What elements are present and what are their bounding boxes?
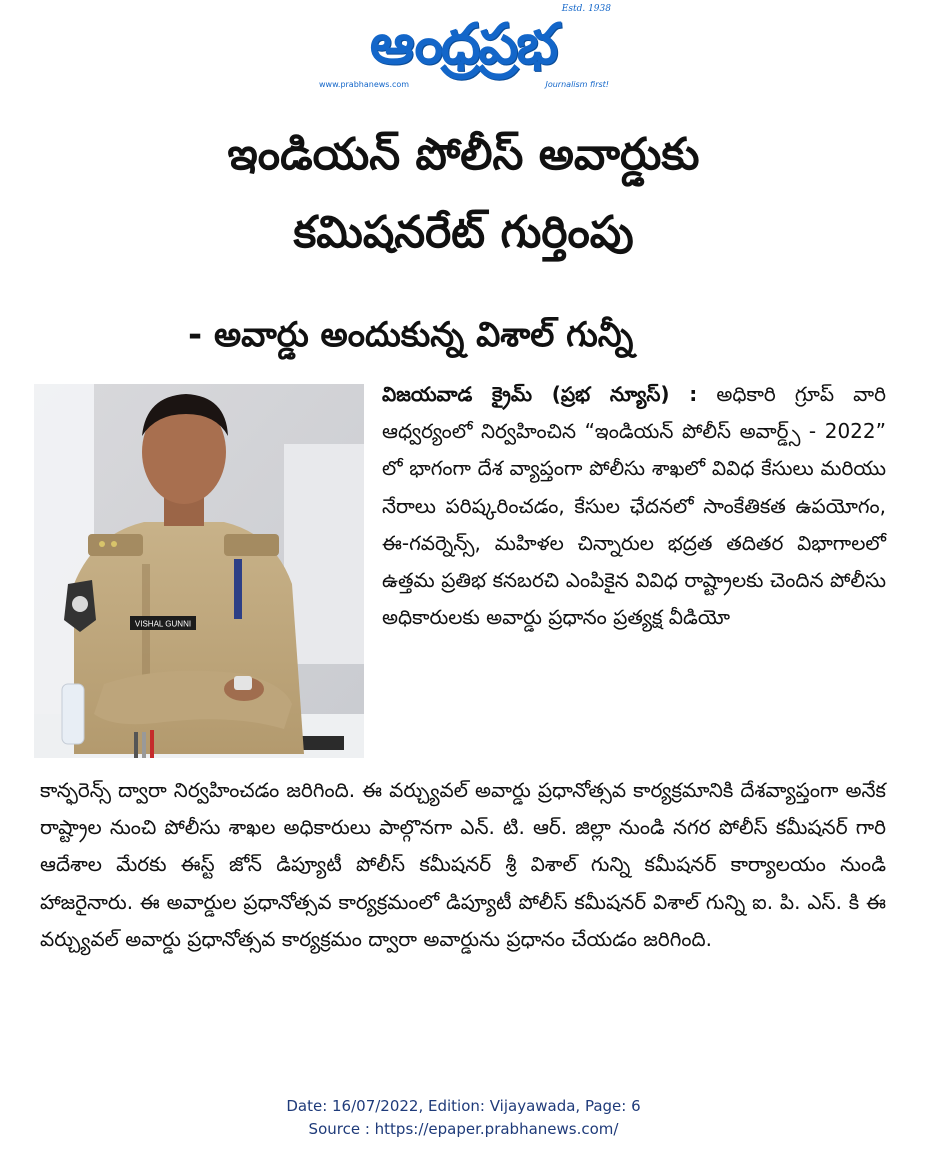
newspaper-tagline: Journalism first! [545, 80, 609, 89]
name-tag: VISHAL GUNNI [134, 619, 192, 629]
headline-line-2: కమిషనరేట్ గుర్తింపు [293, 207, 634, 258]
article-text-right: అధికారి గ్రూప్ వారి ఆధ్వర్యంలో నిర్వహించిన “ఇండియన్ పోలీస్ అవార్డ్స్ - 2022” లో భాగంగా దేశ వ్యాప్తంగా పోలీసు శాఖలో వివిధ కేసులు మరియు నేరాలు పరిష్కరించడం, కేసుల ఛేదనలో సాంకేతికత ఉపయోగం, ఈ-గవర్నెన్స్, మహిళల చిన్నారుల భద్రత తదితర విభాగాలలో ఉత్తమ ప్రతిభ కనబరచి ఎంపికైన వివిధ రాష్ట్రాలకు చెందిన పోలీసు అధికారులకు అవార్డు ప్రధానం ప్రత్యక్ష వీడియో [382, 382, 886, 630]
subheadline: - అవార్డు అందుకున్న విశాల్ గున్నీ [188, 315, 634, 355]
footer-edition-info: Date: 16/07/2022, Edition: Vijayawada, Page: 6 [286, 1097, 641, 1115]
established-year: Estd. 1938 [561, 4, 611, 14]
website-label: www.prabhanews.com [319, 80, 410, 89]
article-paragraph-full: కాన్ఫరెన్స్ ద్వారా నిర్వహించడం జరిగింది. ఈ వర్చ్యువల్ అవార్డు ప్రధానోత్సవ కార్యక్రమానికి దేశవ్యాప్తంగా అనేక రాష్ట్రాల నుంచి పోలీసు శాఖల అధికారులు పాల్గొనగా ఎన్. టి. ఆర్. జిల్లా నుండి నగర పోలీస్ కమీషనర్ గారి ఆదేశాల మేరకు ఈస్ట్ జోన్ డిప్యూటీ పోలీస్ కమీషనర్ శ్రీ విశాల్ గున్ని కమీషనర్ కార్యాలయం నుండి హాజరైనారు. ఈ అవార్డుల ప్రధానోత్సవ కార్యక్రమంలో డిప్యూటీ పోలీస్ కమీషనర్ విశాల్ గున్ని ఐ. పి. ఎస్. కి ఈ వర్చ్యువల్ అవార్డు ప్రధానోత్సవ కార్యక్రమం ద్వారా అవార్డును ప్రధానం చేయడం జరిగింది. [40, 778, 886, 951]
headline-line-1: ఇండియన్ పోలీస్ అవార్డుకు [227, 129, 700, 180]
newspaper-masthead [313, 6, 613, 92]
article-paragraph-right [382, 376, 886, 636]
article-dateline: విజయవాడ క్రైమ్ (ప్రభ న్యూస్) : [382, 382, 698, 406]
officer-photo [34, 384, 364, 758]
footer-source: Source : https://epaper.prabhanews.com/ [308, 1120, 619, 1138]
newspaper-logo: ఆంధ్రప్రభ [369, 12, 557, 77]
